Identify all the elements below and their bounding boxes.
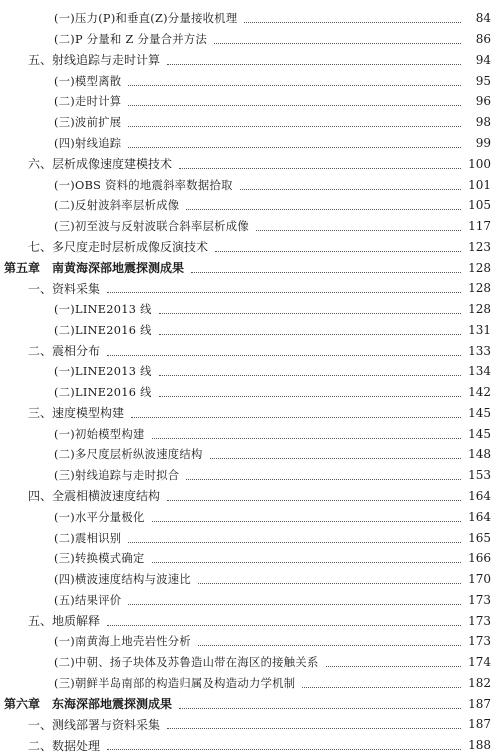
toc-entry-label: (二)P 分量和 Z 分量合并方法 [54, 33, 208, 47]
dot-leader [240, 188, 461, 190]
dot-leader [186, 478, 461, 480]
toc-page-number: 145 [468, 426, 491, 441]
toc-entry-label: (二)反射波斜率层析成像 [54, 199, 180, 213]
toc-chapter-entry[interactable] [0, 693, 500, 714]
dot-leader [210, 457, 461, 459]
dot-leader [167, 499, 461, 501]
toc-entry-label: 三、速度模型构建 [28, 406, 125, 421]
dot-leader [128, 603, 461, 605]
toc-entry-label: 第六章 东海深部地震探测成果 [4, 697, 173, 712]
dot-leader [128, 84, 461, 86]
toc-page-number: 128 [468, 260, 491, 275]
toc-page-number: 165 [468, 530, 491, 545]
toc-subsection-entry[interactable] [0, 8, 500, 29]
dot-leader [198, 644, 461, 646]
toc-page-number: 173 [468, 613, 491, 628]
toc-page-number: 134 [468, 364, 491, 379]
toc-page-number: 133 [468, 343, 491, 358]
toc-section-entry[interactable] [0, 735, 500, 756]
toc-page-number: 95 [475, 73, 491, 88]
toc-entry-label: 第五章 南黄海深部地震探测成果 [4, 261, 185, 276]
toc-page-number: 98 [475, 115, 491, 130]
dot-leader [107, 624, 461, 626]
dot-leader [128, 541, 461, 543]
toc-page-number: 117 [468, 219, 491, 234]
toc-section-entry[interactable] [0, 486, 500, 507]
toc-subsection-entry[interactable] [0, 216, 500, 237]
dot-leader [191, 271, 461, 273]
dot-leader [179, 167, 461, 169]
toc-page-number: 101 [468, 177, 491, 192]
toc-subsection-entry[interactable] [0, 652, 500, 673]
toc-entry-label: (一)压力(P)和垂直(Z)分量接收机理 [54, 12, 238, 26]
toc-entry-label: (四)横波速度结构与波速比 [54, 573, 191, 587]
toc-subsection-entry[interactable] [0, 444, 500, 465]
dot-leader [159, 374, 461, 376]
toc-subsection-entry[interactable] [0, 548, 500, 569]
toc-page-number: 105 [468, 198, 491, 213]
toc-subsection-entry[interactable] [0, 465, 500, 486]
dot-leader [128, 125, 461, 127]
toc-entry-label: 二、震相分布 [28, 344, 101, 359]
dot-leader [326, 665, 461, 667]
toc-entry-label: (三)波前扩展 [54, 116, 122, 130]
toc-section-entry[interactable] [0, 714, 500, 735]
dot-leader [159, 312, 461, 314]
toc-entry-label: (一)LINE2013 线 [54, 303, 152, 317]
toc-subsection-entry[interactable] [0, 631, 500, 652]
toc-page-number: 100 [468, 156, 491, 171]
table-of-contents [0, 8, 500, 756]
toc-page-number: 84 [475, 11, 491, 26]
toc-subsection-entry[interactable] [0, 361, 500, 382]
dot-leader [214, 42, 461, 44]
toc-entry-label: (一)南黄海上地壳岩性分析 [54, 635, 191, 649]
toc-page-number: 148 [468, 447, 491, 462]
dot-leader [215, 250, 461, 252]
toc-page-number: 174 [468, 655, 491, 670]
toc-section-entry[interactable] [0, 153, 500, 174]
toc-subsection-entry[interactable] [0, 423, 500, 444]
dot-leader [128, 146, 461, 148]
toc-page-number: 188 [468, 738, 491, 753]
toc-page-number: 145 [468, 405, 491, 420]
toc-subsection-entry[interactable] [0, 195, 500, 216]
toc-section-entry[interactable] [0, 340, 500, 361]
dot-leader [152, 561, 461, 563]
dot-leader [244, 21, 461, 23]
dot-leader [167, 63, 461, 65]
toc-page-number: 166 [468, 551, 491, 566]
toc-page-number: 99 [475, 135, 491, 150]
toc-subsection-entry[interactable] [0, 569, 500, 590]
dot-leader [256, 229, 461, 231]
toc-page-number: 164 [468, 488, 491, 503]
toc-subsection-entry[interactable] [0, 527, 500, 548]
toc-subsection-entry[interactable] [0, 506, 500, 527]
toc-page-number: 173 [468, 634, 491, 649]
toc-entry-label: (一)LINE2013 线 [54, 365, 152, 379]
toc-subsection-entry[interactable] [0, 299, 500, 320]
toc-entry-label: (三)初至波与反射波联合斜率层析成像 [54, 220, 249, 234]
toc-entry-label: (三)射线追踪与走时拟合 [54, 469, 180, 483]
dot-leader [159, 333, 461, 335]
toc-section-entry[interactable] [0, 610, 500, 631]
toc-page-number: 86 [475, 32, 491, 47]
toc-page-number: 123 [468, 239, 491, 254]
toc-entry-label: (一)模型离散 [54, 74, 122, 88]
dot-leader [167, 727, 461, 729]
toc-page-number: 128 [468, 302, 491, 317]
toc-section-entry[interactable] [0, 403, 500, 424]
toc-page-number: 131 [468, 322, 491, 337]
toc-entry-label: (四)射线追踪 [54, 136, 122, 150]
dot-leader [152, 520, 461, 522]
dot-leader [302, 686, 461, 688]
dot-leader [128, 104, 461, 106]
dot-leader [179, 707, 461, 709]
toc-subsection-entry[interactable] [0, 70, 500, 91]
toc-entry-label: 五、射线追踪与走时计算 [28, 53, 161, 68]
toc-page-number: 173 [468, 592, 491, 607]
toc-page-number: 96 [475, 94, 491, 109]
toc-subsection-entry[interactable] [0, 589, 500, 610]
toc-subsection-entry[interactable] [0, 174, 500, 195]
toc-subsection-entry[interactable] [0, 91, 500, 112]
toc-entry-label: (三)朝鲜半岛南部的构造归属及构造动力学机制 [54, 676, 296, 690]
dot-leader [107, 291, 461, 293]
toc-section-entry[interactable] [0, 278, 500, 299]
toc-subsection-entry[interactable] [0, 382, 500, 403]
toc-entry-label: (二)震相识别 [54, 531, 122, 545]
toc-entry-label: 七、多尺度走时层析成像反演技术 [28, 240, 209, 255]
toc-entry-label: 一、测线部署与资料采集 [28, 717, 161, 732]
toc-entry-label: (一)OBS 资料的地震斜率数据拾取 [54, 178, 233, 192]
toc-entry-label: (一)水平分量极化 [54, 510, 145, 524]
toc-entry-label: (二)LINE2016 线 [54, 386, 152, 400]
toc-page-number: 170 [468, 572, 491, 587]
toc-subsection-entry[interactable] [0, 319, 500, 340]
toc-entry-label: 二、数据处理 [28, 738, 101, 753]
toc-page-number: 187 [468, 696, 491, 711]
dot-leader [131, 416, 461, 418]
toc-section-entry[interactable] [0, 50, 500, 71]
toc-page-number: 164 [468, 509, 491, 524]
toc-entry-label: (一)初始模型构建 [54, 427, 145, 441]
toc-page-number: 187 [468, 717, 491, 732]
dot-leader [159, 395, 461, 397]
toc-entry-label: (二)中朝、扬子块体及苏鲁造山带在海区的接触关系 [54, 656, 319, 670]
toc-page-number: 128 [468, 281, 491, 296]
toc-entry-label: (二)多尺度层析纵波速度结构 [54, 448, 203, 462]
toc-page-number: 182 [468, 675, 491, 690]
dot-leader [186, 208, 461, 210]
toc-entry-label: (三)转换模式确定 [54, 552, 145, 566]
toc-subsection-entry[interactable] [0, 133, 500, 154]
toc-entry-label: 五、地质解释 [28, 614, 101, 629]
toc-subsection-entry[interactable] [0, 29, 500, 50]
toc-entry-label: (五)结果评价 [54, 593, 122, 607]
toc-page-number: 153 [468, 468, 491, 483]
toc-page-number: 142 [468, 385, 491, 400]
toc-entry-label: (二)走时计算 [54, 95, 122, 109]
toc-section-entry[interactable] [0, 236, 500, 257]
toc-page-number: 94 [475, 52, 491, 67]
dot-leader [198, 582, 461, 584]
dot-leader [152, 437, 461, 439]
toc-chapter-entry[interactable] [0, 257, 500, 278]
dot-leader [107, 354, 461, 356]
toc-subsection-entry[interactable] [0, 673, 500, 694]
toc-entry-label: 四、全震相横波速度结构 [28, 489, 161, 504]
dot-leader [107, 748, 461, 750]
toc-entry-label: 六、层析成像速度建模技术 [28, 157, 173, 172]
toc-subsection-entry[interactable] [0, 112, 500, 133]
toc-entry-label: (二)LINE2016 线 [54, 323, 152, 337]
toc-entry-label: 一、资料采集 [28, 281, 101, 296]
